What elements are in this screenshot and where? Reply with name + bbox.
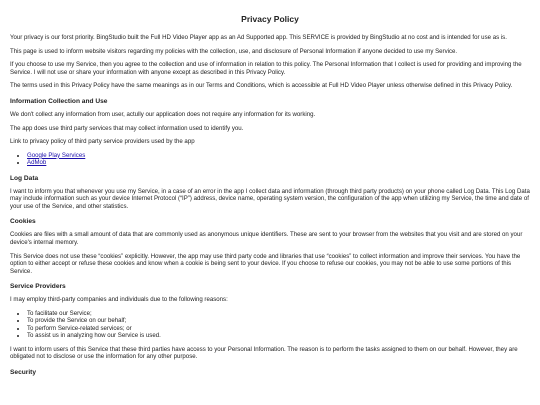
list-item: • To assist us in analyzing how our Service is used.: [27, 332, 530, 339]
intro-paragraph-2: This page is used to inform website visitors regarding my policies with the collection, use, and disclosure of Personal Information if anyone decided to use my Service.: [10, 47, 458, 55]
list-item: [27, 159, 530, 166]
info-collection-heading: Information Collection and Use: [10, 97, 108, 105]
service-providers-paragraph-2: I want to inform users of this Service that these third parties have access to your Personal Information. The reason is to perform the tasks assigned to them on our behalf. However, they are obligated not to disclose or use the information for any other purpose.: [10, 345, 518, 361]
admob-link[interactable]: AdMob: [27, 159, 47, 167]
list-item: • To provide the Service on our behalf;: [27, 317, 530, 324]
info-collection-paragraph-2: The app does use third party services that may collect information used to identify you.: [10, 124, 244, 132]
service-reasons-list: [10, 310, 530, 340]
third-party-links-list: [10, 152, 530, 167]
log-data-paragraph: I want to inform you that whenever you use my Service, in a case of an error in the app I collect data and information (through third party products) on your phone called Log Data. This Log Data may include information such as your device Internet Protocol (“IP”) address, device name, operating system version, the configuration of the app when utilizing my Service, the time and date of your use of the Service, and other statistics.: [10, 187, 530, 210]
cookies-paragraph-2: This Service does not use these “cookies” explicitly. However, the app may use third party code and libraries that use “cookies” to collect information and improve their services. You have the option to either accept or refuse these cookies and know when a cookie is being sent to your device. If you choose to refuse our cookies, you may not be able to use some portions of this Service.: [10, 252, 521, 275]
cookies-heading: Cookies: [10, 218, 36, 226]
list-item: • To facilitate our Service;: [27, 310, 530, 317]
list-item: • To perform Service-related services; or: [27, 325, 530, 332]
info-collection-paragraph-3: Link to privacy policy of third party service providers used by the app: [10, 138, 195, 146]
log-data-heading: Log Data: [10, 174, 39, 182]
service-providers-paragraph-1: I may employ third-party companies and individuals due to the following reasons:: [10, 296, 228, 304]
security-heading: Security: [10, 368, 37, 376]
cookies-paragraph-1: Cookies are files with a small amount of data that are commonly used as anonymous unique identifiers. These are sent to your browser from the websites that you visit and are stored on your device's internal memory.: [10, 231, 523, 246]
list-item: [27, 152, 530, 159]
info-collection-paragraph-1: We don't collect any information from user, actully our application does not require any information for its working.: [10, 110, 316, 118]
page-title: Privacy Policy: [241, 14, 299, 24]
google-play-services-link[interactable]: Google Play Services: [27, 151, 86, 159]
intro-paragraph-1: Your privacy is our forst priority. BingStudio built the Full HD Video Player app as an Ad Supported app. This SERVICE is provided by BingStudio at no cost and is intended for use as is.: [10, 34, 507, 41]
intro-paragraph-3: If you choose to use my Service, then you agree to the collection and use of information in relation to this policy. The Personal Information that I collect is used for providing and improving the Service. I will not use or share your information with anyone except as described in this Privacy Policy.: [10, 61, 522, 76]
service-providers-heading: Service Providers: [10, 283, 66, 291]
intro-paragraph-4: The terms used in this Privacy Policy have the same meanings as in our Terms and Conditions, which is accessible at Full HD Video Player unless otherwise defined in this Privacy Policy.: [10, 82, 513, 90]
